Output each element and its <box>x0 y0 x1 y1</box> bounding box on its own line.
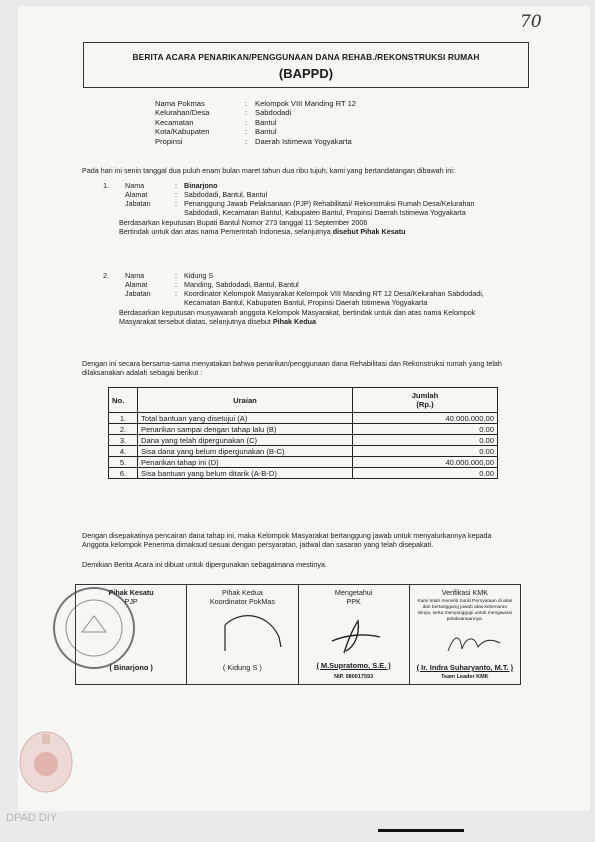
intro-text: Pada hari ini senin tanggal dua puluh enam bulan maret tahun dua ribu tujuh, kami yang bertandatangan dibawah ini: <box>82 166 455 175</box>
party-one-act: Bertindak untuk dan atas nama Pemerintah Indonesia, selanjutnya disebut Pihak Kesatu <box>119 226 406 236</box>
party-two-basis: Berdasarkan keputusan musyawarah anggota Kelompok Masyarakat, bertindak untuk dan atas nama Kelompok Masyarakat tersebut diatas, selanjutnya disebut Pihak Kedua <box>119 307 476 326</box>
document-title: BERITA ACARA PENARIKAN/PENGGUNAAN DANA REHAB./REKONSTRUKSI RUMAH <box>132 52 480 62</box>
party-one-name: Binarjono <box>184 181 218 190</box>
info-row: Nama Pokmas : Kelompok VIII Manding RT 12 <box>155 99 357 108</box>
signature-kmk: Verifikasi KMK Kami telah meneliti Surat Pernyataan di atas dan bertanggung jawab atas kebenaran isinya, serta menyanggupi untuk mengawasi pelaksanaannya. ( Ir. Indra Suharyanto, M.T. ) Team Leader KMK <box>410 585 520 684</box>
signer-nip: NIP. 080017593 <box>334 674 374 680</box>
header-jumlah: Jumlah (Rp.) <box>353 388 498 413</box>
table-row: 6. Sisa bantuan yang belum ditarik (A-B-D) 0.00 <box>109 468 498 479</box>
info-row: Kelurahan/Desa : Sabdodadi <box>155 108 292 118</box>
signature-scribble <box>444 629 504 659</box>
info-row: Propinsi : Daerah Istimewa Yogyakarta <box>155 136 352 146</box>
page-number: 70 <box>520 12 542 32</box>
signature-party-one: Pihak Kesatu PJP ( Binarjono ) <box>76 585 187 684</box>
dpad-logo <box>17 726 75 796</box>
signature-party-two: Pihak Kedua Koordinator PokMas ( Kidung S ) <box>187 585 298 684</box>
signer-name: ( M.Supratomo, S.E. ) <box>316 661 391 670</box>
table-row: 1. Total bantuan yang disetujui (A) 40.000.000,00 <box>109 413 498 424</box>
table-row: 2. Penarikan sampai dengan tahap lalu (B) 0.00 <box>109 424 498 435</box>
party-two: 2. Nama : Kidung S Alamat : Manding, Sabdodadi, Bantul, Bantul Jabatan : Koordinator Kelompok Masyarakat Kelompok VIII Manding RT 12 Desa/Kelurahan Sabdodadi, Kecamatan Bantul, Kabupaten Bantul, Propinsi Daerah Istimewa Yogyakarta Berdasarkan keputusan musyawarah anggota Kelompok Masyarakat, bertindak untuk dan atas nama Kelompok Masyarakat tersebut diatas, selanjutnya disebut Pihak Kedua <box>103 272 513 326</box>
table-row: 4. Sisa dana yang belum dipergunakan (B-C) 0.00 <box>109 446 498 457</box>
info-row: Kota/Kabupaten : Bantul <box>155 127 277 137</box>
bottom-bar <box>378 829 464 832</box>
signer-name: ( Binarjono ) <box>109 663 153 672</box>
info-row: Kecamatan : Bantul <box>155 117 277 127</box>
table-header-row <box>109 388 498 413</box>
closing-paragraph: Dengan disepakatinya pencairan dana tahap ini, maka Kelompok Masyarakat bertanggung jawab untuk menyalurkannya kepada Anggota kelompok Penerima dimaksud sesuai dengan persyaratan, jadwal dan sasaran yang telah disepakati. <box>82 531 492 549</box>
official-stamp <box>48 582 140 674</box>
title-box <box>83 42 529 88</box>
signer-role: Team Leader KMK <box>441 674 489 680</box>
party-one: 1. Nama : Binarjono Alamat : Sabdodadi, Bantul, Bantul Jabatan : Penanggung Jawab Pelaksanaan (PJP) Rehabilitasi/ Rekonstruksi Rumah Desa/Kelurahan Sabdodadi, Kecamatan Bantul, Kabupaten Bantul, Propinsi Daerah Istimewa Yogyakarta Berdasarkan keputusan Bupati Bantul Nomor 273 tanggal 11 September 2006 Bertindak untuk dan atas nama Pemerintah Indonesia, selanjutnya disebut Pihak Kesatu <box>103 182 503 236</box>
closing-sentence: Demikian Berita Acara ini dibuat untuk dipergunakan sebagaimana mestinya. <box>82 560 327 569</box>
table-row: 3. Dana yang telah dipergunakan (C) 0.00 <box>109 435 498 446</box>
verification-note: Kami telah meneliti Surat Pernyataan di atas dan bertanggung jawab atas kebenaran isinya, serta menyanggupi untuk mengawasi pelaksanaannya. <box>417 599 513 622</box>
document-code: (BAPPD) <box>278 66 334 81</box>
signature-block <box>75 584 521 685</box>
fund-table <box>108 387 498 479</box>
watermark-text: DPAD DIY <box>6 812 58 824</box>
pokmas-info <box>155 99 356 146</box>
signature-scribble <box>219 607 289 655</box>
header-uraian: Uraian <box>138 388 353 413</box>
party-two-name: Kidung S <box>184 271 214 280</box>
header-no: No. <box>109 388 138 413</box>
party-one-basis: Berdasarkan keputusan Bupati Bantul Nomor 273 tanggal 11 September 2006 <box>119 217 368 227</box>
signer-name: ( Kidung S ) <box>222 663 262 672</box>
signature-ppk: Mengetahui PPK ( M.Supratomo, S.E. ) NIP. 080017593 <box>299 585 410 684</box>
table-row: 5. Penarikan tahap ini (D) 40.000.000,00 <box>109 457 498 468</box>
signature-scribble <box>324 617 384 657</box>
statement-text: Dengan ini secara bersama-sama menyatakan bahwa penarikan/penggunaan dana Rehabilitasi dan Rekonstruksi rumah yang telah dilaksanakan adalah sebagai berikut : <box>82 359 502 377</box>
signer-name: ( Ir. Indra Suharyanto, M.T. ) <box>416 663 514 672</box>
